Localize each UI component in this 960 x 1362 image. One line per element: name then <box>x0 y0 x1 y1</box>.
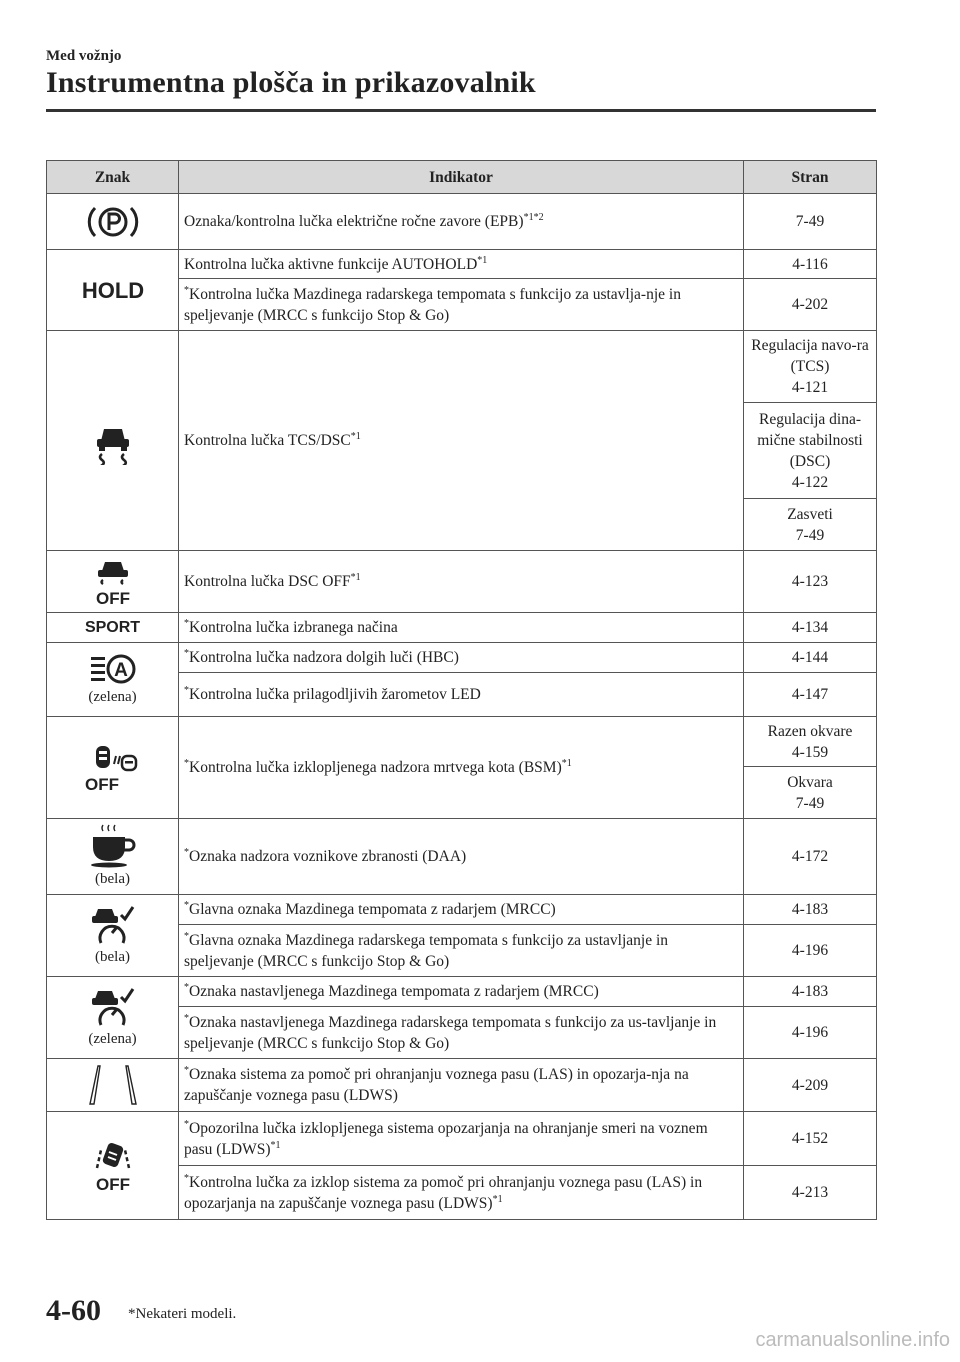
indicator-cell: *Oznaka sistema za pomoč pri ohranjanju voznega pasu (LAS) in opozarja-nja na zapuščanje voznega pasu (LDWS) <box>179 1059 744 1112</box>
ldws-off-icon <box>83 1138 143 1194</box>
indicator-cell: *Glavna oznaka Mazdinega tempomata z radarjem (MRCC) <box>179 895 744 925</box>
page-number: 4-60 <box>46 1294 101 1327</box>
table-row <box>47 1059 877 1112</box>
indicator-cell: *Kontrolna lučka izklopljenega nadzora mrtvega kota (BSM)$^{*1}$ <box>179 717 744 819</box>
page-cell: 4-209 <box>744 1059 877 1112</box>
parking-brake-icon <box>85 202 141 242</box>
icon-cell <box>47 613 179 643</box>
page-cell: 4-152 <box>744 1112 877 1166</box>
table-row <box>47 977 877 1007</box>
sport-mode-icon: SPORT <box>84 619 141 636</box>
table-row <box>47 331 877 403</box>
indicator-cell: Kontrolna lučka aktivne funkcije AUTOHOLD$^{*1}$ <box>179 250 744 279</box>
page-cell: 4-196 <box>744 1007 877 1059</box>
icon-color-label: (bela) <box>95 871 130 887</box>
section-heading: Med vožnjo <box>46 48 122 64</box>
table-row <box>47 551 877 613</box>
radar-cruise-icon <box>83 985 143 1029</box>
page-cell: Razen okvare 4-159 <box>744 717 877 767</box>
svg-text:OFF: OFF <box>84 774 119 794</box>
svg-text:OFF: OFF <box>95 588 130 607</box>
indicator-cell: Oznaka/kontrolna lučka električne ročne zavore (EPB)$^{*1*2}$ <box>179 194 744 250</box>
page-cell: Okvara 7-49 <box>744 767 877 819</box>
svg-text:A: A <box>113 660 128 681</box>
indicator-cell: *Kontrolna lučka izbranega načina <box>179 613 744 643</box>
hold-icon <box>78 275 148 305</box>
page-cell: 4-196 <box>744 925 877 977</box>
icon-cell <box>47 1059 179 1112</box>
page-cell: 4-147 <box>744 673 877 717</box>
icon-cell <box>47 895 179 977</box>
page-cell: 4-183 <box>744 977 877 1007</box>
col-header-indikator: Indikator <box>179 161 744 194</box>
indicator-cell: *Kontrolna lučka prilagodljivih žarometov LED <box>179 673 744 717</box>
page-cell: 4-183 <box>744 895 877 925</box>
icon-cell <box>47 194 179 250</box>
indicator-cell: *Opozorilna lučka izklopljenega sistema opozarjanja na ohranjanje smeri na voznem pasu (LDWS)$^{*1}$ <box>179 1112 744 1166</box>
bsm-off-icon <box>80 742 146 794</box>
lane-lines-icon <box>68 1062 158 1108</box>
page-cell: Regulacija dina-mične stabilnosti (DSC) 4-122 <box>744 403 877 499</box>
page-cell: 4-202 <box>744 279 877 331</box>
page-cell: 4-123 <box>744 551 877 613</box>
icon-cell <box>47 819 179 895</box>
coffee-cup-icon <box>85 823 141 869</box>
icon-cell <box>47 250 179 331</box>
icon-color-label: (bela) <box>95 949 130 965</box>
page-cell: 4-116 <box>744 250 877 279</box>
icon-cell <box>47 977 179 1059</box>
icon-color-label: (zelena) <box>88 689 137 705</box>
icon-color-label: (zelena) <box>88 1031 137 1047</box>
indicator-cell: *Kontrolna lučka za izklop sistema za pomoč pri ohranjanju voznega pasu (LAS) in opozarjanja na zapuščanje voznega pasu (LDWS)$^{*1}$ <box>179 1166 744 1220</box>
indicator-cell: *Oznaka nastavljenega Mazdinega tempomata z radarjem (MRCC) <box>179 977 744 1007</box>
radar-cruise-icon <box>83 903 143 947</box>
page-cell: Regulacija navo-ra (TCS) 4-121 <box>744 331 877 403</box>
indicator-cell: *Kontrolna lučka Mazdinega radarskega tempomata s funkcijo za ustavlja-nje in speljevanje (MRCC s funkcijo Stop & Go) <box>179 279 744 331</box>
page-cell: Zasveti 7-49 <box>744 499 877 551</box>
indicator-cell: *Oznaka nastavljenega Mazdinega radarskega tempomata s funkcijo za us-tavljanje in speljevanje (MRCC s funkcijo Stop & Go) <box>179 1007 744 1059</box>
table-row <box>47 895 877 925</box>
indicator-table <box>46 160 877 1220</box>
page-cell: 7-49 <box>744 194 877 250</box>
watermark: carmanualsonline.info <box>755 1329 950 1351</box>
col-header-stran: Stran <box>744 161 877 194</box>
table-row <box>47 194 877 250</box>
traction-control-icon <box>88 417 138 465</box>
footnote: *Nekateri modeli. <box>128 1306 237 1322</box>
icon-cell <box>47 551 179 613</box>
page-cell: 4-213 <box>744 1166 877 1220</box>
table-row <box>47 643 877 673</box>
table-header-row <box>47 161 877 194</box>
indicator-cell: *Kontrolna lučka nadzora dolgih luči (HBC) <box>179 643 744 673</box>
svg-text:OFF: OFF <box>95 1174 130 1194</box>
svg-text:HOLD: HOLD <box>81 278 144 303</box>
table-row <box>47 250 877 279</box>
icon-cell <box>47 717 179 819</box>
page-cell: 4-172 <box>744 819 877 895</box>
table-row <box>47 717 877 767</box>
high-beam-control-icon <box>83 651 143 687</box>
page-title: Instrumentna plošča in prikazovalnik <box>46 66 536 99</box>
indicator-cell: Kontrolna lučka DSC OFF$^{*1}$ <box>179 551 744 613</box>
indicator-cell: *Oznaka nadzora voznikove zbranosti (DAA) <box>179 819 744 895</box>
dsc-off-icon <box>86 557 140 607</box>
page-cell: 4-134 <box>744 613 877 643</box>
table-row <box>47 613 877 643</box>
indicator-cell: *Glavna oznaka Mazdinega radarskega tempomata s funkcijo za ustavljanje in speljevanje (MRCC s funkcijo Stop & Go) <box>179 925 744 977</box>
table-row <box>47 1112 877 1166</box>
icon-cell <box>47 331 179 551</box>
table-row <box>47 819 877 895</box>
title-rule <box>46 109 876 112</box>
indicator-cell: Kontrolna lučka TCS/DSC$^{*1}$ <box>179 331 744 551</box>
icon-cell <box>47 1112 179 1220</box>
col-header-znak: Znak <box>47 161 179 194</box>
page-cell: 4-144 <box>744 643 877 673</box>
icon-cell <box>47 643 179 717</box>
